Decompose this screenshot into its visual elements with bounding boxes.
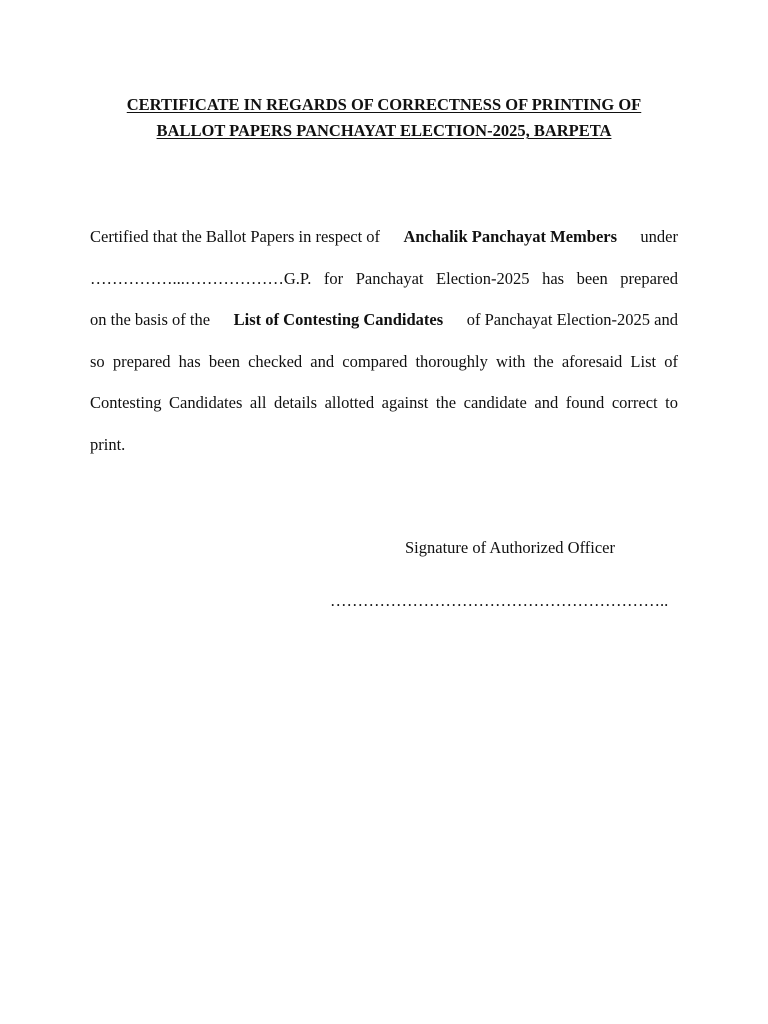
certificate-body bbox=[90, 216, 678, 465]
body-line-2-word: Election-2025 bbox=[436, 268, 530, 288]
body-line-2-gp-blank: ……………...………………G.P. bbox=[90, 268, 312, 288]
body-line-2 bbox=[90, 258, 678, 300]
title-line-1: CERTIFICATE IN REGARDS OF CORRECTNESS OF PRINTING OF bbox=[126, 95, 642, 114]
body-line-2-word: been bbox=[576, 268, 608, 288]
signature-line: …………………………………………………….. bbox=[330, 591, 669, 610]
body-line-5: Contesting Candidates all details allotted against the candidate and found correct to bbox=[90, 393, 678, 412]
body-line-3-text-a: on the basis of the bbox=[90, 310, 211, 329]
signature-label: Signature of Authorized Officer bbox=[405, 538, 616, 557]
body-line-3 bbox=[90, 299, 678, 341]
body-line-2-word: Panchayat bbox=[355, 268, 424, 288]
body-line-2-word: has bbox=[542, 268, 565, 288]
title-line-2: BALLOT PAPERS PANCHAYAT ELECTION-2025, BARPETA bbox=[156, 121, 612, 140]
body-line-3-bold: List of Contesting Candidates bbox=[233, 310, 444, 329]
body-line-1-bold: Anchalik Panchayat Members bbox=[403, 227, 618, 246]
body-line-4: so prepared has been checked and compared thoroughly with the aforesaid List of bbox=[90, 351, 678, 371]
body-line-2-word: for bbox=[323, 268, 344, 288]
body-line-1 bbox=[90, 216, 678, 258]
body-line-1-text-c: under bbox=[640, 227, 678, 246]
body-line-1-text-a: Certified that the Ballot Papers in respect of bbox=[90, 227, 381, 246]
body-line-2-word: prepared bbox=[620, 268, 678, 288]
document-title bbox=[90, 92, 678, 144]
body-line-3-text-c: of Panchayat Election-2025 and bbox=[466, 310, 678, 329]
body-line-6: print. bbox=[90, 434, 126, 454]
